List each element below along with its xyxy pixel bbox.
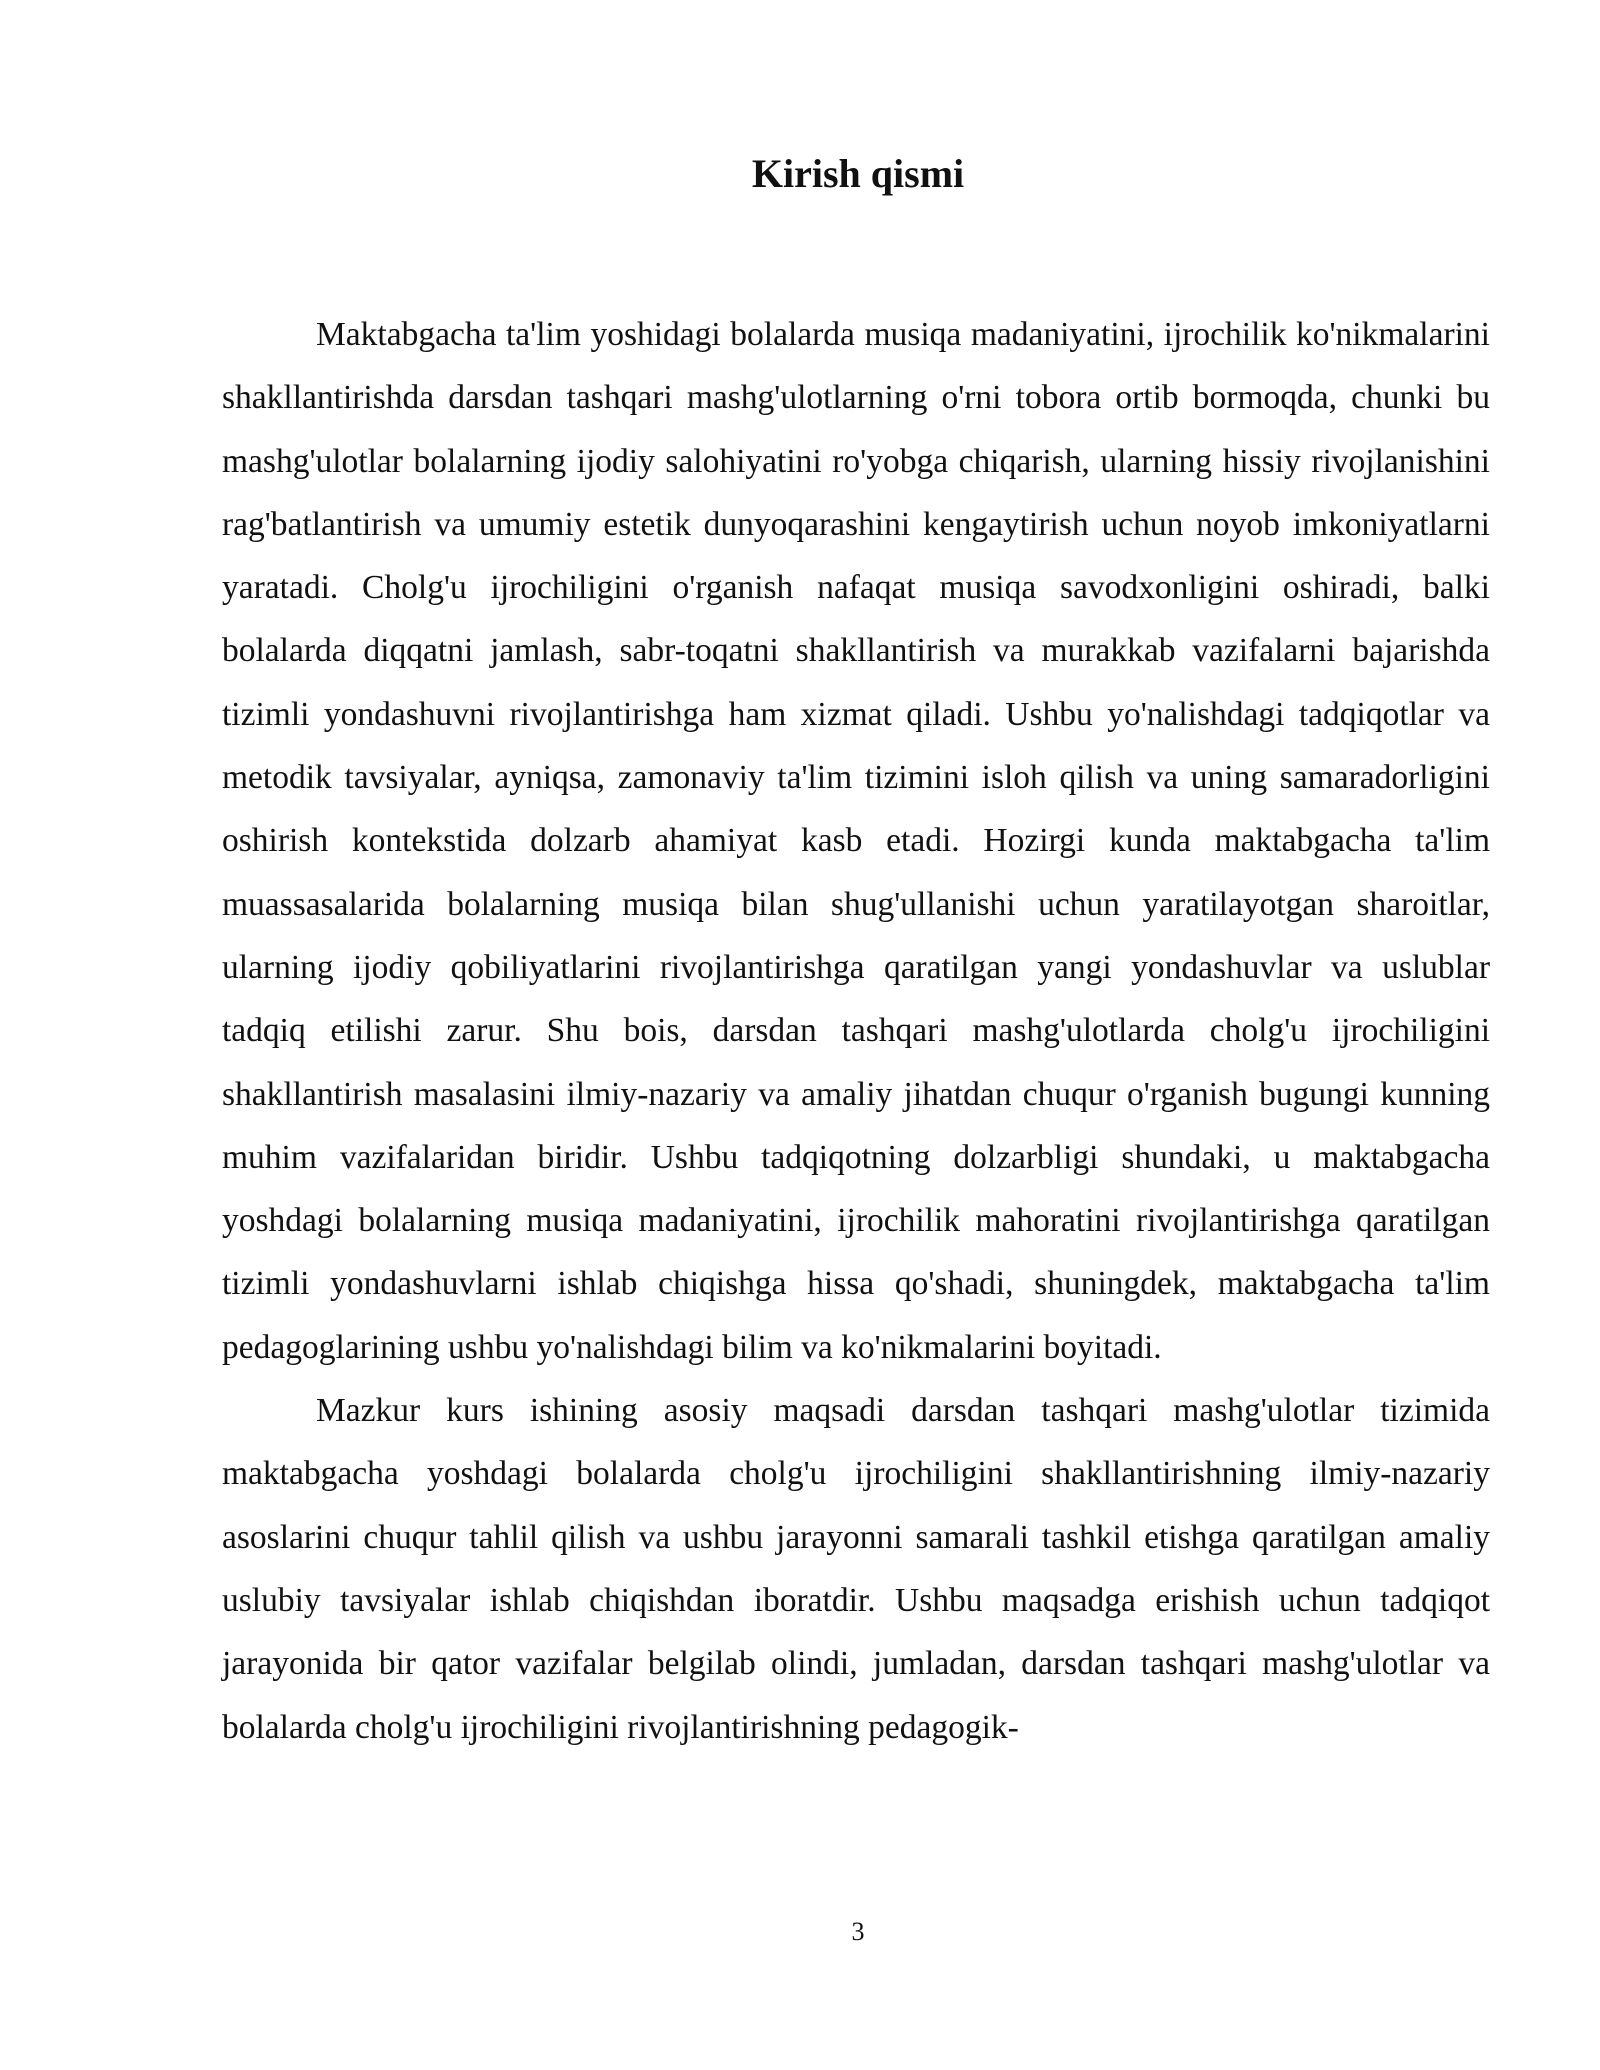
- paragraph-2: Mazkur kurs ishining asosiy maqsadi darsdan tashqari mashg'ulotlar tizimida maktabgacha yoshdagi bolalarda cholg'u ijrochiligini shakllantirishning ilmiy-nazariy asoslarini chuqur tahlil qilish va ushbu jarayonni samarali tashkil etishga qaratilgan amaliy uslubiy tavsiyalar ishlab chiqishdan iboratdir. Ushbu maqsadga erishish uchun tadqiqot jarayonida bir qator vazifalar belgilab olindi, jumladan, darsdan tashqari mashg'ulotlar va bolalarda cholg'u ijrochiligini rivojlantirishning pedagogik-: [222, 1392, 1490, 1746]
- page-title: Kirish qismi: [751, 151, 965, 196]
- paragraph-1: Maktabgacha ta'lim yoshidagi bolalarda musiqa madaniyatini, ijrochilik ko'nikmalarini shakllantirishda darsdan tashqari mashg'ulotlarning o'rni tobora ortib bormoqda, chunki bu mashg'ulotlar bolalarning ijodiy salohiyatini ro'yobga chiqarish, ularning hissiy rivojlanishini rag'batlantirish va umumiy estetik dunyoqarashini kengaytirish uchun noyob imkoniyatlarni yaratadi. Cholg'u ijrochiligini o'rganish nafaqat musiqa savodxonligini oshiradi, balki bolalarda diqqatni jamlash, sabr-toqatni shakllantirish va murakkab vazifalarni bajarishda tizimli yondashuvni rivojlantirishga ham xizmat qiladi. Ushbu yo'nalishdagi tadqiqotlar va metodik tavsiyalar, ayniqsa, zamonaviy ta'lim tizimini isloh qilish va uning samaradorligini oshirish kontekstida dolzarb ahamiyat kasb etadi. Hozirgi kunda maktabgacha ta'lim muassasalarida bolalarning musiqa bilan shug'ullanishi uchun yaratilayotgan sharoitlar, ularning ijodiy qobiliyatlarini rivojlantirishga qaratilgan yangi yondashuvlar va uslublar tadqiq etilishi zarur. Shu bois, darsdan tashqari mashg'ulotlarda cholg'u ijrochiligini shakllantirish masalasini ilmiy-nazariy va amaliy jihatdan chuqur o'rganish bugungi kunning muhim vazifalaridan biridir. Ushbu tadqiqotning dolzarbligi shundaki, u maktabgacha yoshdagi bolalarning musiqa madaniyatini, ijrochilik mahoratini rivojlantirishga qaratilgan tizimli yondashuvlarni ishlab chiqishga hissa qo'shadi, shuningdek, maktabgacha ta'lim pedagoglarining ushbu yo'nalishdagi bilim va ko'nikmalarini boyitadi.: [222, 316, 1490, 1366]
- body-text: [222, 303, 1490, 1759]
- page-number: 3: [851, 1917, 865, 1946]
